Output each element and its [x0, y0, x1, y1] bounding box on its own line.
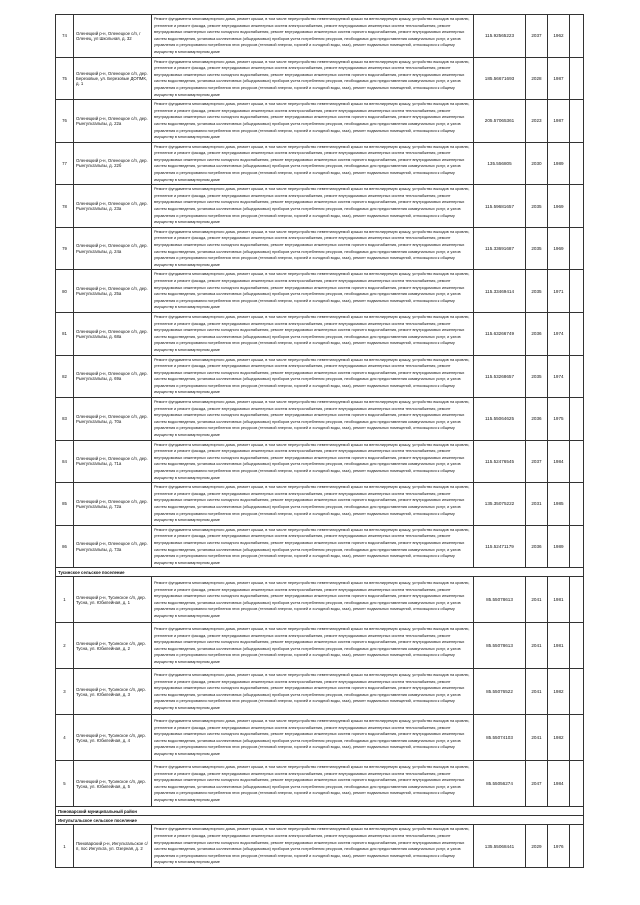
- table-row: [56, 715, 584, 761]
- work-description-cell: Ремонт фундамента многоквартирного дома, ремонт крыши, в том числе переустройство невентилируемой крыши на вентилируемую крышу, устройство выходов на кровлю, утепление и ремонт фасада, ремонт внутридомовых инженерных систем электроснабжения, ремонт внутридомовых инженерных систем теплоснабжения, ремонт внутридомовых инженерных систем холодного водоснабжения, ремонт внутридомовых инженерных систем горячего водоснабжения, ремонт внутридомовых инженерных систем водоотведения, установка коллективных (общедомовых) приборов учета потребления ресурсов, необходимых для предоставления коммунальных услуг, и узлов управления и регулирования потребления этих ресурсов (тепловой энергии, горячей и холодной воды, газа), ремонт подвальных помещений, относящихся к общему имуществу в многоквартирном доме: [152, 227, 474, 270]
- planned-year: 2047: [526, 761, 548, 807]
- area-value: 135.556805: [474, 142, 526, 185]
- housing-register-table: [55, 14, 584, 868]
- build-year: 1989: [548, 525, 570, 568]
- table-row: [56, 355, 584, 398]
- table-row: [56, 525, 584, 568]
- address-cell: Оленецкий р-н, Оленецкое с/п, дер. Рынгультальвы, д. 70а: [74, 398, 152, 441]
- planned-year: 2035: [526, 185, 548, 228]
- address-cell: Оленецкий р-н, Оленецкое с/п, дер. Рынгультальвы, д. 69а: [74, 355, 152, 398]
- empty-cell: [570, 100, 584, 143]
- empty-cell: [570, 483, 584, 526]
- build-year: 1974: [548, 355, 570, 398]
- table-row: [56, 142, 584, 185]
- work-description-cell: Ремонт фундамента многоквартирного дома, ремонт крыши, в том числе переустройство невентилируемой крыши на вентилируемую крышу, устройство выходов на кровлю, утепление и ремонт фасада, ремонт внутридомовых инженерных систем электроснабжения, ремонт внутридомовых инженерных систем теплоснабжения, ремонт внутридомовых инженерных систем холодного водоснабжения, ремонт внутридомовых инженерных систем горячего водоснабжения, ремонт внутридомовых инженерных систем водоотведения, установка коллективных (общедомовых) приборов учета потребления ресурсов, необходимых для предоставления коммунальных услуг, и узлов управления и регулирования потребления этих ресурсов (тепловой энергии, горячей и холодной воды, газа), ремонт подвальных помещений, относящихся к общему имуществу в многоквартирном доме: [152, 623, 474, 669]
- table-row: [56, 227, 584, 270]
- table-row: [56, 312, 584, 355]
- empty-cell: [570, 57, 584, 100]
- address-cell: Оленецкий р-н, Оленецкое с/п, дер. Рынгультальвы, д. 72а: [74, 483, 152, 526]
- area-value: 115.55064625: [474, 398, 526, 441]
- planned-year: 2031: [526, 483, 548, 526]
- row-number: 77: [56, 142, 74, 185]
- build-year: 1969: [548, 185, 570, 228]
- empty-cell: [570, 440, 584, 483]
- work-description-cell: Ремонт фундамента многоквартирного дома, ремонт крыши, в том числе переустройство невентилируемой крыши на вентилируемую крышу, устройство выходов на кровлю, утепление и ремонт фасада, ремонт внутридомовых инженерных систем электроснабжения, ремонт внутридомовых инженерных систем теплоснабжения, ремонт внутридомовых инженерных систем холодного водоснабжения, ремонт внутридомовых инженерных систем горячего водоснабжения, ремонт внутридомовых инженерных систем водоотведения, установка коллективных (общедомовых) приборов учета потребления ресурсов, необходимых для предоставления коммунальных услуг, и узлов управления и регулирования потребления этих ресурсов (тепловой энергии, горячей и холодной воды, газа), ремонт подвальных помещений, относящихся к общему имуществу в многоквартирном доме: [152, 15, 474, 58]
- address-cell: Оленецкий р-н, Оленецкое с/п, дер. Рынгультальвы, д. 73а: [74, 525, 152, 568]
- planned-year: 2037: [526, 15, 548, 58]
- table-row: [56, 100, 584, 143]
- row-number: 80: [56, 270, 74, 313]
- build-year: 1987: [548, 100, 570, 143]
- area-value: 205.57065361: [474, 100, 526, 143]
- row-number: 81: [56, 312, 74, 355]
- work-description-cell: Ремонт фундамента многоквартирного дома, ремонт крыши, в том числе переустройство невентилируемой крыши на вентилируемую крышу, устройство выходов на кровлю, утепление и ремонт фасада, ремонт внутридомовых инженерных систем электроснабжения, ремонт внутридомовых инженерных систем теплоснабжения, ремонт внутридомовых инженерных систем холодного водоснабжения, ремонт внутридомовых инженерных систем горячего водоснабжения, ремонт внутридомовых инженерных систем водоотведения, установка коллективных (общедомовых) приборов учета потребления ресурсов, необходимых для предоставления коммунальных услуг, и узлов управления и регулирования потребления этих ресурсов (тепловой энергии, горячей и холодной воды, газа), ремонт подвальных помещений, относящихся к общему имуществу в многоквартирном доме: [152, 57, 474, 100]
- address-cell: Оленецкий р-н, Тусинское с/п, дер. Тусна, ул. Юбилейная, д. 4: [74, 715, 152, 761]
- empty-cell: [570, 525, 584, 568]
- build-year: 1984: [548, 761, 570, 807]
- section-heading-row: [56, 568, 584, 577]
- area-value: 185.56671693: [474, 57, 526, 100]
- address-cell: Оленецкий р-н, Оленецкое с/п, дер. Рынгультальвы, д. 68а: [74, 312, 152, 355]
- empty-cell: [570, 142, 584, 185]
- table-row: [56, 185, 584, 228]
- planned-year: 2030: [526, 142, 548, 185]
- empty-cell: [570, 227, 584, 270]
- area-value: 115.33691687: [474, 227, 526, 270]
- empty-cell: [570, 185, 584, 228]
- table-row: [56, 669, 584, 715]
- row-number: 83: [56, 398, 74, 441]
- planned-year: 2041: [526, 577, 548, 623]
- build-year: 1974: [548, 312, 570, 355]
- work-description-cell: Ремонт фундамента многоквартирного дома, ремонт крыши, в том числе переустройство невентилируемой крыши на вентилируемую крышу, устройство выходов на кровлю, утепление и ремонт фасада, ремонт внутридомовых инженерных систем электроснабжения, ремонт внутридомовых инженерных систем теплоснабжения, ремонт внутридомовых инженерных систем холодного водоснабжения, ремонт внутридомовых инженерных систем горячего водоснабжения, ремонт внутридомовых инженерных систем водоотведения, установка коллективных (общедомовых) приборов учета потребления ресурсов, необходимых для предоставления коммунальных услуг, и узлов управления и регулирования потребления этих ресурсов (тепловой энергии, горячей и холодной воды, газа), ремонт подвальных помещений, относящихся к общему имуществу в многоквартирном доме: [152, 312, 474, 355]
- planned-year: 2035: [526, 355, 548, 398]
- row-number: 86: [56, 525, 74, 568]
- work-description-cell: Ремонт фундамента многоквартирного дома, ремонт крыши, в том числе переустройство невентилируемой крыши на вентилируемую крышу, устройство выходов на кровлю, утепление и ремонт фасада, ремонт внутридомовых инженерных систем электроснабжения, ремонт внутридомовых инженерных систем теплоснабжения, ремонт внутридомовых инженерных систем холодного водоснабжения, ремонт внутридомовых инженерных систем горячего водоснабжения, ремонт внутридомовых инженерных систем водоотведения, установка коллективных (общедомовых) приборов учета потребления ресурсов, необходимых для предоставления коммунальных услуг, и узлов управления и регулирования потребления этих ресурсов (тепловой энергии, горячей и холодной воды, газа), ремонт подвальных помещений, относящихся к общему имуществу в многоквартирном доме: [152, 270, 474, 313]
- area-value: 85.55078613: [474, 623, 526, 669]
- address-cell: Оленецкий р-н, Тусинское с/п, дер. Тусна, ул. Юбилейная, д. 1: [74, 577, 152, 623]
- area-value: 85.55074103: [474, 715, 526, 761]
- work-description-cell: Ремонт фундамента многоквартирного дома, ремонт крыши, в том числе переустройство невентилируемой крыши на вентилируемую крышу, устройство выходов на кровлю, утепление и ремонт фасада, ремонт внутридомовых инженерных систем электроснабжения, ремонт внутридомовых инженерных систем теплоснабжения, ремонт внутридомовых инженерных систем холодного водоснабжения, ремонт внутридомовых инженерных систем горячего водоснабжения, ремонт внутридомовых инженерных систем водоотведения, установка коллективных (общедомовых) приборов учета потребления ресурсов, необходимых для предоставления коммунальных услуг, и узлов управления и регулирования потребления этих ресурсов (тепловой энергии, горячей и холодной воды, газа), ремонт подвальных помещений, относящихся к общему имуществу в многоквартирном доме: [152, 715, 474, 761]
- work-description-cell: Ремонт фундамента многоквартирного дома, ремонт крыши, в том числе переустройство невентилируемой крыши на вентилируемую крышу, устройство выходов на кровлю, утепление и ремонт фасада, ремонт внутридомовых инженерных систем электроснабжения, ремонт внутридомовых инженерных систем теплоснабжения, ремонт внутридомовых инженерных систем холодного водоснабжения, ремонт внутридомовых инженерных систем горячего водоснабжения, ремонт внутридомовых инженерных систем водоотведения, установка коллективных (общедомовых) приборов учета потребления ресурсов, необходимых для предоставления коммунальных услуг, и узлов управления и регулирования потребления этих ресурсов (тепловой энергии, горячей и холодной воды, газа), ремонт подвальных помещений, относящихся к общему имуществу в многоквартирном доме: [152, 100, 474, 143]
- planned-year: 2041: [526, 623, 548, 669]
- row-number: 82: [56, 355, 74, 398]
- work-description-cell: Ремонт фундамента многоквартирного дома, ремонт крыши, в том числе переустройство невентилируемой крыши на вентилируемую крышу, устройство выходов на кровлю, утепление и ремонт фасада, ремонт внутридомовых инженерных систем электроснабжения, ремонт внутридомовых инженерных систем теплоснабжения, ремонт внутридомовых инженерных систем холодного водоснабжения, ремонт внутридомовых инженерных систем горячего водоснабжения, ремонт внутридомовых инженерных систем водоотведения, установка коллективных (общедомовых) приборов учета потребления ресурсов, необходимых для предоставления коммунальных услуг, и узлов управления и регулирования потребления этих ресурсов (тепловой энергии, горячей и холодной воды, газа), ремонт подвальных помещений, относящихся к общему имуществу в многоквартирном доме: [152, 761, 474, 807]
- section-heading: Ингультальское сельское поселение: [56, 816, 584, 825]
- build-year: 1982: [548, 669, 570, 715]
- address-cell: Оленецкий р-н, Тусинское с/п, дер. Тусна, ул. Юбилейная, д. 2: [74, 623, 152, 669]
- work-description-cell: Ремонт фундамента многоквартирного дома, ремонт крыши, в том числе переустройство невентилируемой крыши на вентилируемую крышу, устройство выходов на кровлю, утепление и ремонт фасада, ремонт внутридомовых инженерных систем электроснабжения, ремонт внутридомовых инженерных систем теплоснабжения, ремонт внутридомовых инженерных систем холодного водоснабжения, ремонт внутридомовых инженерных систем горячего водоснабжения, ремонт внутридомовых инженерных систем водоотведения, установка коллективных (общедомовых) приборов учета потребления ресурсов, необходимых для предоставления коммунальных услуг, и узлов управления и регулирования потребления этих ресурсов (тепловой энергии, горячей и холодной воды, газа), ремонт подвальных помещений, относящихся к общему имуществу в многоквартирном доме: [152, 669, 474, 715]
- build-year: 1981: [548, 577, 570, 623]
- planned-year: 2023: [526, 100, 548, 143]
- address-cell: Оленецкий р-н, Оленецкое с/п, дер. Рынгультальвы, д. 22б: [74, 142, 152, 185]
- table-row: [56, 440, 584, 483]
- empty-cell: [570, 761, 584, 807]
- row-number: 75: [56, 57, 74, 100]
- planned-year: 2036: [526, 398, 548, 441]
- area-value: 115.52471179: [474, 525, 526, 568]
- row-number: 5: [56, 761, 74, 807]
- work-description-cell: Ремонт фундамента многоквартирного дома, ремонт крыши, в том числе переустройство невентилируемой крыши на вентилируемую крышу, устройство выходов на кровлю, утепление и ремонт фасада, ремонт внутридомовых инженерных систем электроснабжения, ремонт внутридомовых инженерных систем теплоснабжения, ремонт внутридомовых инженерных систем холодного водоснабжения, ремонт внутридомовых инженерных систем горячего водоснабжения, ремонт внутридомовых инженерных систем водоотведения, установка коллективных (общедомовых) приборов учета потребления ресурсов, необходимых для предоставления коммунальных услуг, и узлов управления и регулирования потребления этих ресурсов (тепловой энергии, горячей и холодной воды, газа), ремонт подвальных помещений, относящихся к общему имуществу в многоквартирном доме: [152, 355, 474, 398]
- work-description-cell: Ремонт фундамента многоквартирного дома, ремонт крыши, в том числе переустройство невентилируемой крыши на вентилируемую крышу, устройство выходов на кровлю, утепление и ремонт фасада, ремонт внутридомовых инженерных систем электроснабжения, ремонт внутридомовых инженерных систем теплоснабжения, ремонт внутридомовых инженерных систем холодного водоснабжения, ремонт внутридомовых инженерных систем горячего водоснабжения, ремонт внутридомовых инженерных систем водоотведения, установка коллективных (общедомовых) приборов учета потребления ресурсов, необходимых для предоставления коммунальных услуг, и узлов управления и регулирования потребления этих ресурсов (тепловой энергии, горячей и холодной воды, газа), ремонт подвальных помещений, относящихся к общему имуществу в многоквартирном доме: [152, 185, 474, 228]
- area-value: 115.33469414: [474, 270, 526, 313]
- build-year: 1976: [548, 825, 570, 868]
- area-value: 135.35075222: [474, 483, 526, 526]
- build-year: 1987: [548, 57, 570, 100]
- section-heading: Тусинское сельское поселение: [56, 568, 584, 577]
- work-description-cell: Ремонт фундамента многоквартирного дома, ремонт крыши, в том числе переустройство невентилируемой крыши на вентилируемую крышу, устройство выходов на кровлю, утепление и ремонт фасада, ремонт внутридомовых инженерных систем электроснабжения, ремонт внутридомовых инженерных систем теплоснабжения, ремонт внутридомовых инженерных систем холодного водоснабжения, ремонт внутридомовых инженерных систем горячего водоснабжения, ремонт внутридомовых инженерных систем водоотведения, установка коллективных (общедомовых) приборов учета потребления ресурсов, необходимых для предоставления коммунальных услуг, и узлов управления и регулирования потребления этих ресурсов (тепловой энергии, горячей и холодной воды, газа), ремонт подвальных помещений, относящихся к общему имуществу в многоквартирном доме: [152, 142, 474, 185]
- area-value: 115.53268657: [474, 355, 526, 398]
- row-number: 1: [56, 577, 74, 623]
- area-value: 85.55056274: [474, 761, 526, 807]
- planned-year: 2035: [526, 227, 548, 270]
- section-heading: Пиноварский муниципальный район: [56, 807, 584, 816]
- area-value: 115.92565223: [474, 15, 526, 58]
- empty-cell: [570, 312, 584, 355]
- row-number: 76: [56, 100, 74, 143]
- row-number: 74: [56, 15, 74, 58]
- area-value: 135.55068441: [474, 825, 526, 868]
- work-description-cell: Ремонт фундамента многоквартирного дома, ремонт крыши, в том числе переустройство невентилируемой крыши на вентилируемую крышу, устройство выходов на кровлю, утепление и ремонт фасада, ремонт внутридомовых инженерных систем электроснабжения, ремонт внутридомовых инженерных систем теплоснабжения, ремонт внутридомовых инженерных систем холодного водоснабжения, ремонт внутридомовых инженерных систем горячего водоснабжения, ремонт внутридомовых инженерных систем водоотведения, установка коллективных (общедомовых) приборов учета потребления ресурсов, необходимых для предоставления коммунальных услуг, и узлов управления и регулирования потребления этих ресурсов (тепловой энергии, горячей и холодной воды, газа), ремонт подвальных помещений, относящихся к общему имуществу в многоквартирном доме: [152, 483, 474, 526]
- address-cell: Оленецкий р-н, Оленецкое с/п, дер. Рынгультальвы, д. 22а: [74, 100, 152, 143]
- area-value: 115.52476545: [474, 440, 526, 483]
- row-number: 3: [56, 669, 74, 715]
- planned-year: 2041: [526, 715, 548, 761]
- empty-cell: [570, 355, 584, 398]
- planned-year: 2029: [526, 825, 548, 868]
- build-year: 1989: [548, 142, 570, 185]
- area-value: 115.59681657: [474, 185, 526, 228]
- address-cell: Оленецкий р-н, Оленецкое с/п, дер. Рынгультальвы, д. 23а: [74, 185, 152, 228]
- empty-cell: [570, 669, 584, 715]
- address-cell: Оленецкий р-н, Оленецкое с/п, дер. Березовые, ул. Березовые ДОПМК, д. 1: [74, 57, 152, 100]
- area-value: 115.63266749: [474, 312, 526, 355]
- section-heading-row: [56, 816, 584, 825]
- address-cell: Оленецкий р-н, Тусинское с/п, дер. Тусна, ул. Юбилейная, д. 5: [74, 761, 152, 807]
- table-row: [56, 398, 584, 441]
- table-row: [56, 57, 584, 100]
- table-row: [56, 623, 584, 669]
- planned-year: 2041: [526, 669, 548, 715]
- work-description-cell: Ремонт фундамента многоквартирного дома, ремонт крыши, в том числе переустройство невентилируемой крыши на вентилируемую крышу, устройство выходов на кровлю, утепление и ремонт фасада, ремонт внутридомовых инженерных систем электроснабжения, ремонт внутридомовых инженерных систем теплоснабжения, ремонт внутридомовых инженерных систем холодного водоснабжения, ремонт внутридомовых инженерных систем горячего водоснабжения, ремонт внутридомовых инженерных систем водоотведения, установка коллективных (общедомовых) приборов учета потребления ресурсов, необходимых для предоставления коммунальных услуг, и узлов управления и регулирования потребления этих ресурсов (тепловой энергии, горячей и холодной воды, газа), ремонт подвальных помещений, относящихся к общему имуществу в многоквартирном доме: [152, 525, 474, 568]
- build-year: 1985: [548, 483, 570, 526]
- table-row: [56, 825, 584, 868]
- area-value: 85.55078613: [474, 577, 526, 623]
- work-description-cell: Ремонт фундамента многоквартирного дома, ремонт крыши, в том числе переустройство невентилируемой крыши на вентилируемую крышу, устройство выходов на кровлю, утепление и ремонт фасада, ремонт внутридомовых инженерных систем электроснабжения, ремонт внутридомовых инженерных систем теплоснабжения, ремонт внутридомовых инженерных систем холодного водоснабжения, ремонт внутридомовых инженерных систем горячего водоснабжения, ремонт внутридомовых инженерных систем водоотведения, установка коллективных (общедомовых) приборов учета потребления ресурсов, необходимых для предоставления коммунальных услуг, и узлов управления и регулирования потребления этих ресурсов (тепловой энергии, горячей и холодной воды, газа), ремонт подвальных помещений, относящихся к общему имуществу в многоквартирном доме: [152, 577, 474, 623]
- empty-cell: [570, 398, 584, 441]
- empty-cell: [570, 715, 584, 761]
- planned-year: 2035: [526, 270, 548, 313]
- build-year: 1971: [548, 270, 570, 313]
- row-number: 1: [56, 825, 74, 868]
- address-cell: Пиноварский р-н, Ингультальское с/п, пос Ингульта, ул. Озерная, д. 2: [74, 825, 152, 868]
- work-description-cell: Ремонт фундамента многоквартирного дома, ремонт крыши, в том числе переустройство невентилируемой крыши на вентилируемую крышу, устройство выходов на кровлю, утепление и ремонт фасада, ремонт внутридомовых инженерных систем электроснабжения, ремонт внутридомовых инженерных систем теплоснабжения, ремонт внутридомовых инженерных систем холодного водоснабжения, ремонт внутридомовых инженерных систем горячего водоснабжения, ремонт внутридомовых инженерных систем водоотведения, установка коллективных (общедомовых) приборов учета потребления ресурсов, необходимых для предоставления коммунальных услуг, и узлов управления и регулирования потребления этих ресурсов (тепловой энергии, горячей и холодной воды, газа), ремонт подвальных помещений, относящихся к общему имуществу в многоквартирном доме: [152, 440, 474, 483]
- build-year: 1969: [548, 227, 570, 270]
- table-row: [56, 15, 584, 58]
- empty-cell: [570, 15, 584, 58]
- build-year: 1984: [548, 440, 570, 483]
- build-year: 1962: [548, 15, 570, 58]
- table-row: [56, 483, 584, 526]
- empty-cell: [570, 825, 584, 868]
- table-row: [56, 270, 584, 313]
- row-number: 85: [56, 483, 74, 526]
- planned-year: 2036: [526, 525, 548, 568]
- build-year: 1981: [548, 623, 570, 669]
- planned-year: 2037: [526, 440, 548, 483]
- work-description-cell: Ремонт фундамента многоквартирного дома, ремонт крыши, в том числе переустройство невентилируемой крыши на вентилируемую крышу, устройство выходов на кровлю, утепление и ремонт фасада, ремонт внутридомовых инженерных систем электроснабжения, ремонт внутридомовых инженерных систем теплоснабжения, ремонт внутридомовых инженерных систем холодного водоснабжения, ремонт внутридомовых инженерных систем горячего водоснабжения, ремонт внутридомовых инженерных систем водоотведения, установка коллективных (общедомовых) приборов учета потребления ресурсов, необходимых для предоставления коммунальных услуг, и узлов управления и регулирования потребления этих ресурсов (тепловой энергии, горячей и холодной воды, газа), ремонт подвальных помещений, относящихся к общему имуществу в многоквартирном доме: [152, 398, 474, 441]
- row-number: 78: [56, 185, 74, 228]
- empty-cell: [570, 270, 584, 313]
- row-number: 84: [56, 440, 74, 483]
- address-cell: Оленецкий р-н, Оленецкое с/п, дер. Рынгультальвы, д. 24а: [74, 227, 152, 270]
- empty-cell: [570, 577, 584, 623]
- address-cell: Оленецкий р-н, Оленецкое с/п, г Оленец, ул Школьная, д. 32: [74, 15, 152, 58]
- table-row: [56, 761, 584, 807]
- planned-year: 2036: [526, 312, 548, 355]
- row-number: 79: [56, 227, 74, 270]
- section-heading-row: [56, 807, 584, 816]
- address-cell: Оленецкий р-н, Тусинское с/п, дер. Тусна, ул. Юбилейная, д. 3: [74, 669, 152, 715]
- build-year: 1982: [548, 715, 570, 761]
- build-year: 1975: [548, 398, 570, 441]
- row-number: 4: [56, 715, 74, 761]
- table-row: [56, 577, 584, 623]
- address-cell: Оленецкий р-н, Оленецкое с/п, дер. Рынгультальвы, д. 25а: [74, 270, 152, 313]
- address-cell: Оленецкий р-н, Оленецкое с/п, дер. Рынгультальвы, д. 71а: [74, 440, 152, 483]
- work-description-cell: Ремонт фундамента многоквартирного дома, ремонт крыши, в том числе переустройство невентилируемой крыши на вентилируемую крышу, устройство выходов на кровлю, утепление и ремонт фасада, ремонт внутридомовых инженерных систем электроснабжения, ремонт внутридомовых инженерных систем теплоснабжения, ремонт внутридомовых инженерных систем холодного водоснабжения, ремонт внутридомовых инженерных систем горячего водоснабжения, ремонт внутридомовых инженерных систем водоотведения, установка коллективных (общедомовых) приборов учета потребления ресурсов, необходимых для предоставления коммунальных услуг, и узлов управления и регулирования потребления этих ресурсов (тепловой энергии, горячей и холодной воды, газа), ремонт подвальных помещений, относящихся к общему имуществу в многоквартирном доме: [152, 825, 474, 868]
- row-number: 2: [56, 623, 74, 669]
- empty-cell: [570, 623, 584, 669]
- planned-year: 2028: [526, 57, 548, 100]
- area-value: 85.55076522: [474, 669, 526, 715]
